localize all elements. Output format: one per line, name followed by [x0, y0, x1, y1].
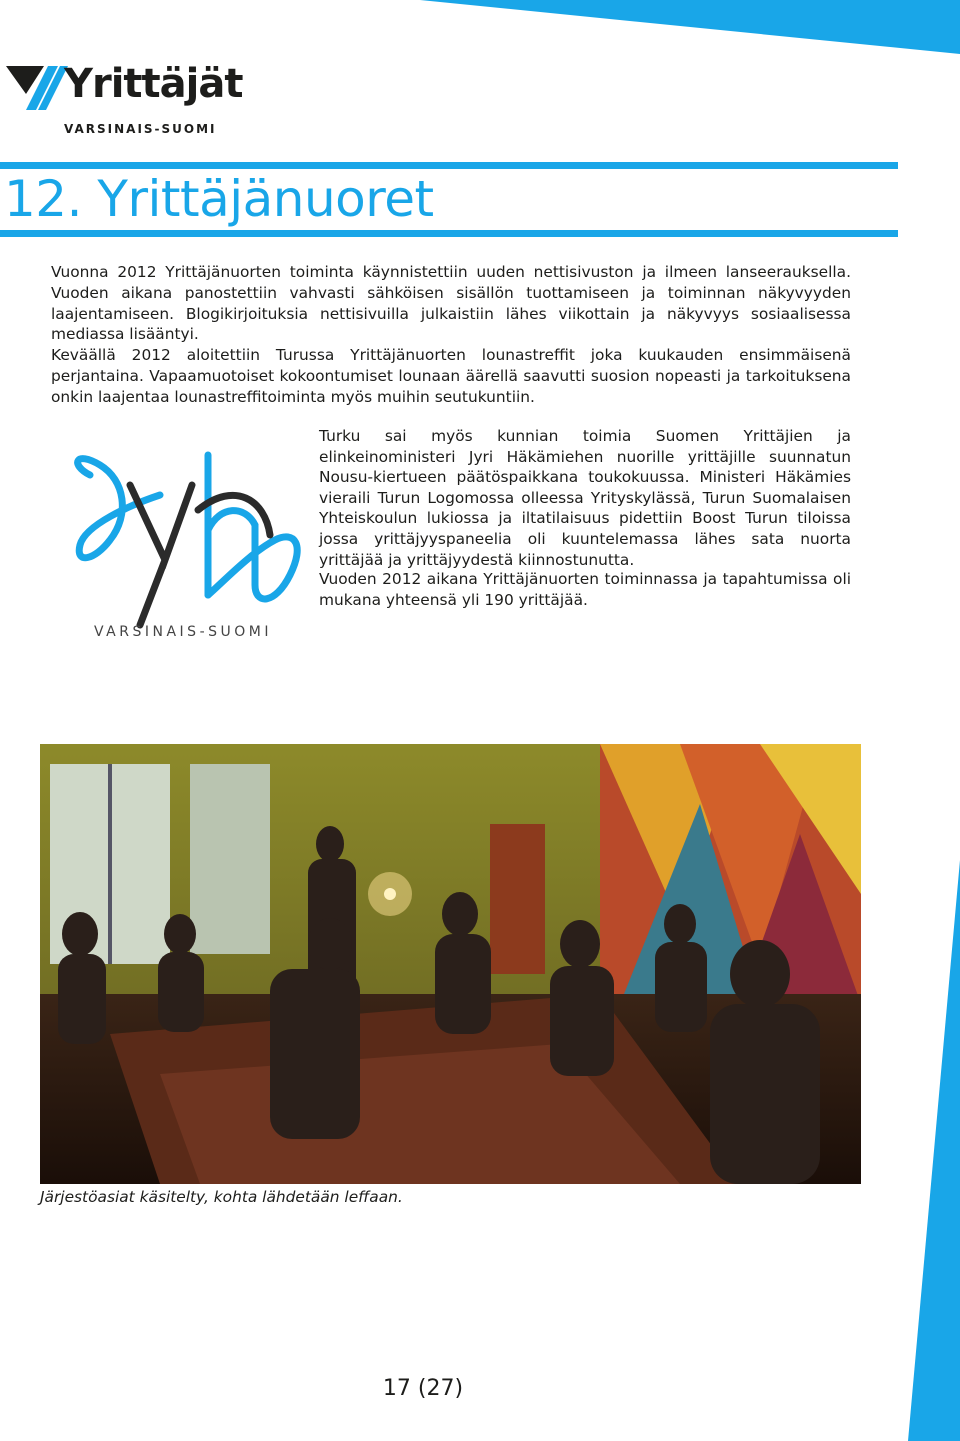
- event-photo: [40, 744, 861, 1184]
- heading-rule-bottom: [0, 230, 898, 237]
- brand-region: VARSINAIS-SUOMI: [64, 122, 217, 136]
- paragraph-1: Vuonna 2012 Yrittäjänuorten toiminta käynnistettiin uuden nettisivuston ja ilmeen lanseerauksella. Vuoden aikana panostettiin vahvasti sähköisen sisällön tuottamiseen ja toiminnan näkyvyyden laajentamiseen. Blogikirjoituksia nettisivuilla julkaistiin lähes viikottain ja näkyvyys sosiaalisessa mediassa lisääntyi.: [51, 263, 851, 344]
- paragraph-2: Keväällä 2012 aloitettiin Turussa Yrittäjänuorten lounastreffit joka kuukauden ensimmäisenä perjantaina. Vapaamuotoiset kokoontumiset lounaan äärellä saavutti suosion nopeasti ja tarkoituksena onkin laajentaa lounastreffitoiminta myös muihin seutukuntiin.: [51, 346, 851, 406]
- yrittajanuoret-logo: [70, 445, 310, 650]
- decorative-right-stripe: [900, 860, 960, 1441]
- brand-logo: [6, 61, 243, 138]
- page-title: 12. Yrittäjänuoret: [4, 170, 434, 228]
- brand-name: Yrittäjät: [64, 61, 243, 107]
- page-number: 17 (27): [382, 1376, 464, 1401]
- yn-logo-region: VARSINAIS-SUOMI: [94, 624, 272, 640]
- photo-caption: Järjestöasiat käsitelty, kohta lähdetään leffaan.: [40, 1188, 403, 1206]
- brand-mark-icon: [6, 64, 68, 112]
- paragraph-4: Vuoden 2012 aikana Yrittäjänuorten toiminnassa ja tapahtumissa oli mukana yhteensä yli 190 yrittäjää.: [319, 570, 851, 609]
- decorative-top-stripe: [0, 0, 960, 60]
- paragraph-3: Turku sai myös kunnian toimia Suomen Yrittäjien ja elinkeinoministeri Jyri Häkämiehen nuorille yrittäjille suunnatun Nousu-kiertueen päätöspaikkana toukokuussa. Ministeri Häkämies vieraili Turun Logomossa olleessa Yrityskylässä, Turun Suomalaisen Yhteiskoulun lukiossa ja iltatilaisuus pidettiin Boost Turun tiloissa jossa yrittäjyyspaneelia oli kuuntelemassa lähes sata nuorta yrittäjää ja yrittäjyydestä kiinnostunutta.: [319, 427, 851, 569]
